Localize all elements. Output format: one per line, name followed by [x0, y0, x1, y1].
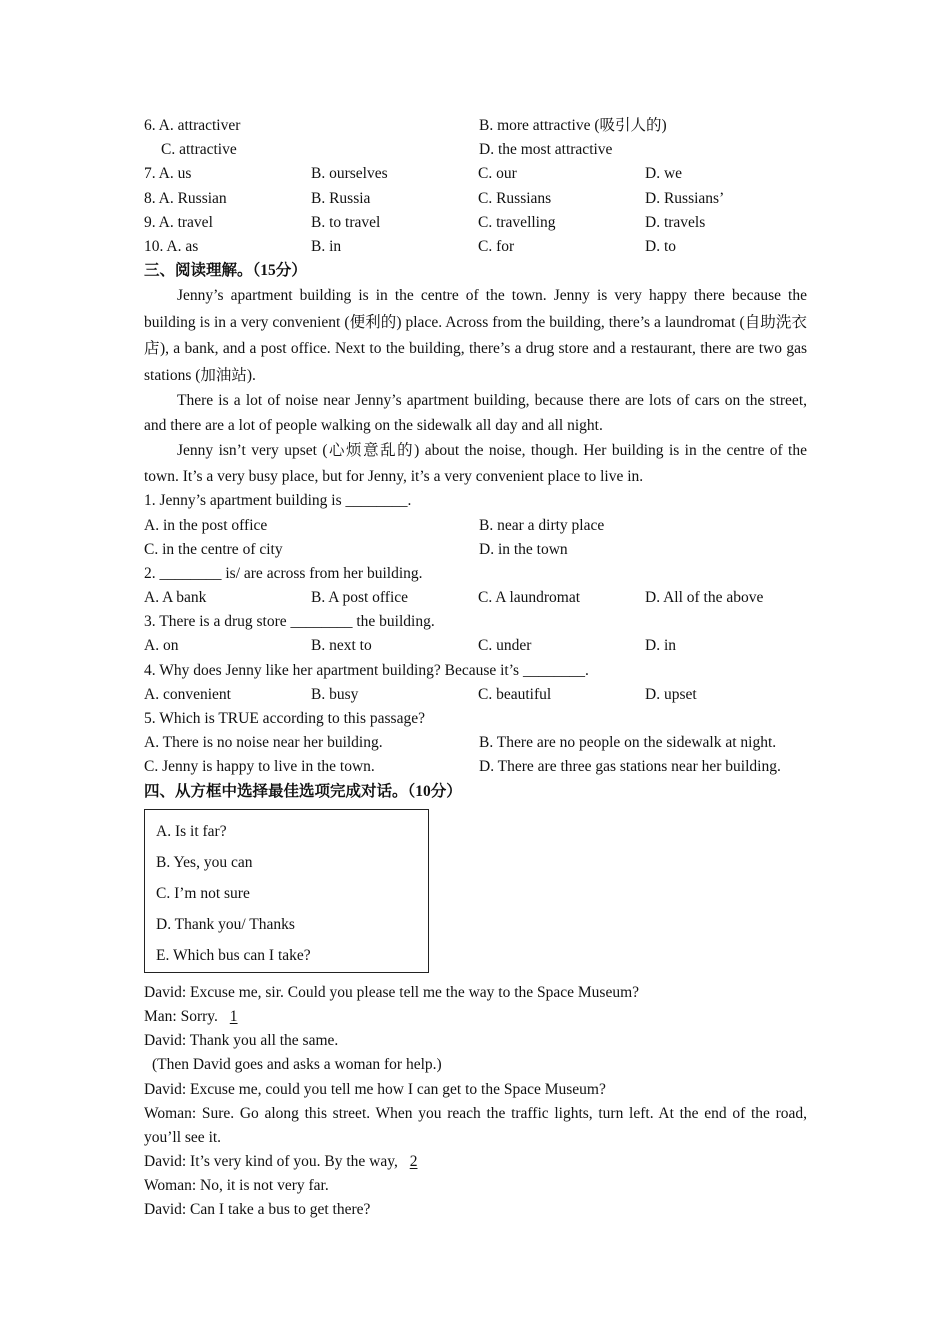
rq2-option-c: C. A laundromat [478, 589, 581, 607]
reading-paragraph-3: Jenny isn’t very upset (心烦意乱的) about the noise, though. Her building is in the centre of the town. It’s a very busy place, but for Jenny, it’s a very convenient place to live in. [144, 442, 807, 485]
rq4-option-c: C. beautiful [478, 685, 552, 703]
reading-question-4: 4. Why does Jenny like her apartment building? Because it’s ________. [144, 661, 589, 679]
option-8b: B. Russia [311, 189, 371, 207]
option-7b: B. ourselves [311, 165, 388, 183]
answer-blank-2[interactable]: 2 [409, 1153, 418, 1171]
rq2-option-a: A. A bank [144, 589, 207, 607]
options-box [144, 809, 429, 973]
dialogue-line-6: Woman: Sure. Go along this street. When you reach the traffic lights, turn left. At the end of the road, you’ll see it. [144, 1104, 807, 1146]
question-8-row [144, 187, 807, 211]
dialogue-line-8: Woman: No, it is not very far. [144, 1177, 329, 1195]
option-9d: D. travels [645, 213, 706, 231]
reading-paragraph-1: Jenny’s apartment building is in the centre of the town. Jenny is very happy there because the building is in a very convenient (便利的) place. Across from the building, there’s a laundromat (自助洗衣店), a bank, and a post office. Next to the building, there’s a drug store and a restaurant, there are two gas stations (加油站). [144, 287, 807, 384]
option-7d: D. we [645, 165, 683, 183]
box-option-e: E. Which bus can I take? [156, 946, 311, 964]
reading-question-4-options [144, 683, 807, 707]
dialogue-line-7-text: David: It’s very kind of you. By the way, [144, 1153, 402, 1171]
reading-question-3: 3. There is a drug store ________ the building. [144, 613, 435, 631]
rq1-option-c: C. in the centre of city [144, 540, 283, 558]
dialogue-line-5: David: Excuse me, could you tell me how I can get to the Space Museum? [144, 1080, 606, 1098]
option-8d: D. Russians’ [645, 189, 725, 207]
reading-paragraph-2: There is a lot of noise near Jenny’s apartment building, because there are lots of cars on the street, and there are a lot of people walking on the sidewalk all day and all night. [144, 392, 807, 434]
option-7c: C. our [478, 165, 517, 183]
question-6-row-2 [144, 138, 807, 162]
option-10a: 10. A. as [144, 237, 199, 255]
reading-question-5: 5. Which is TRUE according to this passage? [144, 710, 425, 727]
dialogue-line-4: (Then David goes and asks a woman for help.) [152, 1056, 442, 1074]
rq5-option-b: B. There are no people on the sidewalk at night. [479, 734, 777, 752]
question-7-row [144, 162, 807, 186]
option-7a: 7. A. us [144, 165, 192, 183]
reading-question-5-options [144, 731, 807, 755]
question-6-row-1 [144, 114, 807, 138]
question-9-row [144, 211, 807, 235]
rq2-option-b: B. A post office [311, 589, 409, 607]
dialogue-line-7 [144, 1150, 807, 1174]
rq3-option-a: A. on [144, 637, 179, 655]
option-9c: C. travelling [478, 213, 556, 231]
rq5-option-c: C. Jenny is happy to live in the town. [144, 758, 375, 776]
reading-question-2-options [144, 586, 807, 610]
option-6a: 6. A. attractiver [144, 117, 241, 134]
rq4-option-a: A. convenient [144, 685, 231, 703]
reading-question-2: 2. ________ is/ are across from her building. [144, 564, 423, 582]
rq1-option-a: A. in the post office [144, 516, 268, 534]
option-6c: C. attractive [161, 141, 237, 159]
rq3-option-c: C. under [478, 637, 532, 655]
exam-page [144, 114, 807, 1223]
rq5-option-a: A. There is no noise near her building. [144, 734, 383, 752]
option-10d: D. to [645, 237, 676, 255]
box-option-a: A. Is it far? [156, 822, 227, 840]
dialogue-line-2 [144, 1005, 807, 1029]
option-9a: 9. A. travel [144, 213, 213, 231]
rq1-option-d: D. in the town [479, 540, 568, 558]
box-option-b: B. Yes, you can [156, 853, 253, 871]
reading-question-5-options-2 [144, 755, 807, 779]
rq2-option-d: D. All of the above [645, 589, 764, 607]
rq5-option-d: D. There are three gas stations near her building. [479, 758, 781, 776]
rq3-option-d: D. in [645, 637, 676, 655]
option-8c: C. Russians [478, 189, 552, 207]
rq1-option-b: B. near a dirty place [479, 516, 605, 534]
rq3-option-b: B. next to [311, 637, 372, 655]
section-4-heading: 四、从方框中选择最佳选项完成对话。（10分） [144, 782, 462, 800]
reading-question-3-options [144, 634, 807, 658]
box-option-d: D. Thank you/ Thanks [156, 915, 295, 933]
reading-question-1-options-2 [144, 538, 807, 562]
rq4-option-b: B. busy [311, 685, 359, 703]
reading-question-1-options [144, 514, 807, 538]
dialogue-line-1: David: Excuse me, sir. Could you please tell me the way to the Space Museum? [144, 983, 640, 1001]
option-6d: D. the most attractive [479, 141, 613, 159]
option-10c: C. for [478, 237, 515, 255]
option-9b: B. to travel [311, 213, 381, 231]
dialogue-line-2-text: Man: Sorry. [144, 1007, 222, 1025]
dialogue-line-9: David: Can I take a bus to get there? [144, 1201, 371, 1219]
option-8a: 8. A. Russian [144, 189, 227, 207]
option-6b: B. more attractive (吸引人的) [479, 117, 667, 134]
answer-blank-1[interactable]: 1 [229, 1007, 238, 1025]
dialogue-line-3: David: Thank you all the same. [144, 1032, 339, 1050]
section-3-heading: 三、阅读理解。（15分） [144, 262, 307, 280]
rq4-option-d: D. upset [645, 685, 697, 703]
reading-question-1: 1. Jenny’s apartment building is ________. [144, 492, 412, 510]
box-option-c: C. I’m not sure [156, 884, 250, 902]
option-10b: B. in [311, 237, 342, 255]
question-10-row [144, 235, 807, 259]
